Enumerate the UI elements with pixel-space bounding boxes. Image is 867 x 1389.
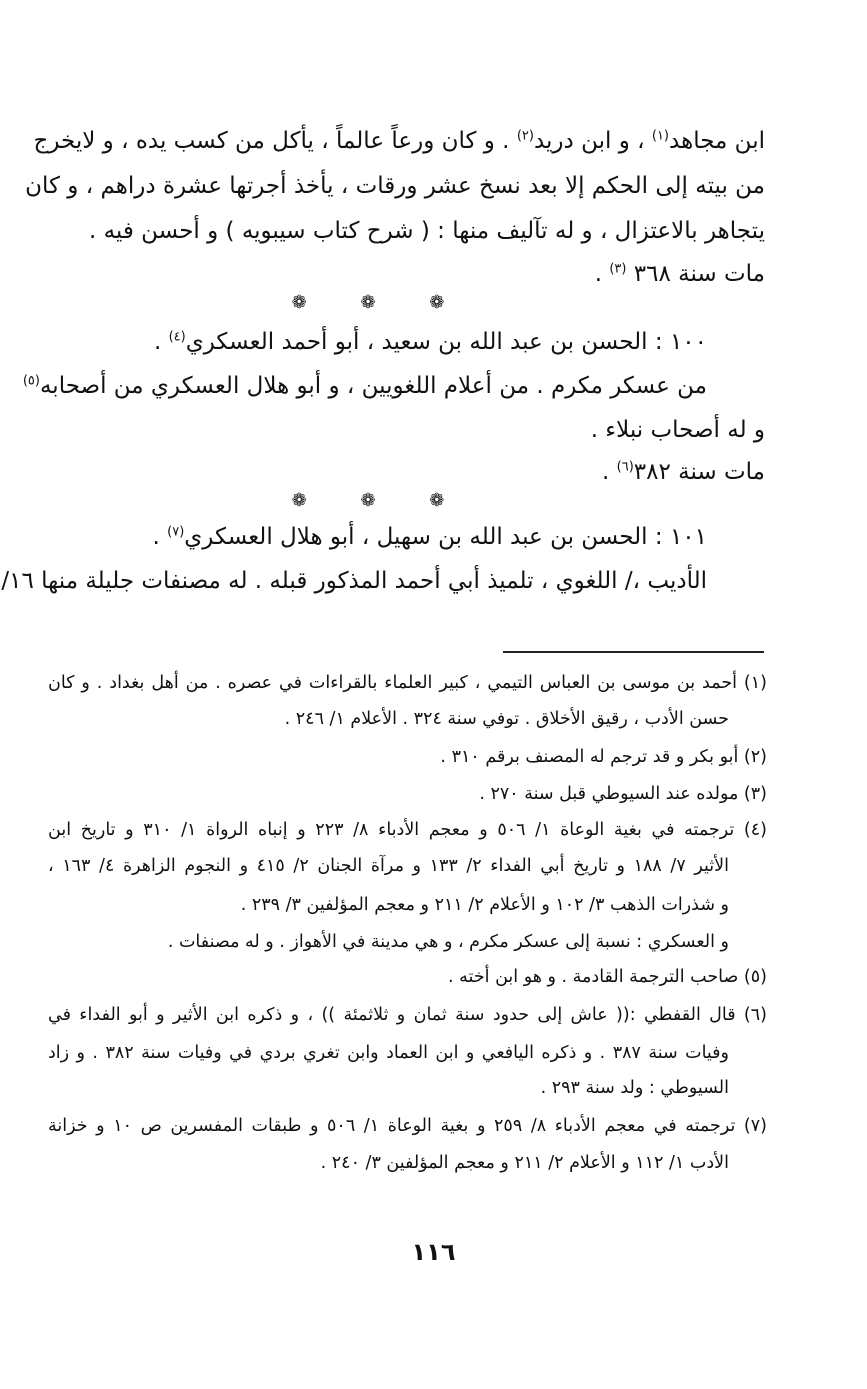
page-number: ١١٦ xyxy=(411,1238,456,1266)
footnote-7-line-1: (٧) ترجمته في معجم الأدباء ٨/ ٢٥٩ و بغية الوعاة ١/ ٥٠٦ و طبقات المفسرين ص ١٠ و خزانة xyxy=(48,1116,767,1136)
section-divider: ❁ ❁ ❁ xyxy=(291,292,469,313)
footnote-ref: (١) xyxy=(651,128,669,144)
text-span: . و كان ورعاً عالماً ، يأكل من كسب يده ، و لايخرج xyxy=(33,128,517,154)
footnote-ref: (٧) xyxy=(167,524,185,540)
footnote-3: (٣) مولده عند السيوطي قبل سنة ٢٧٠ . xyxy=(479,784,767,804)
footnote-ref: (٥) xyxy=(22,373,40,389)
footnote-2: (٢) أبو بكر و قد ترجم له المصنف برقم ٣١٠ . xyxy=(440,747,767,767)
entry-99-line-1 xyxy=(33,126,765,156)
text-span: ١٠١ : الحسن بن عبد الله بن سهيل ، أبو هلال العسكري xyxy=(184,524,707,550)
entry-99-line-2: من بيته إلى الحكم إلا بعد نسخ عشر ورقات ، يأخذ أجرتها عشرة دراهم ، و كان xyxy=(25,173,765,199)
footnote-4-line-3: و شذرات الذهب ٣/ ١٠٢ و الأعلام ٢/ ٢١١ و معجم المؤلفين ٣/ ٢٣٩ . xyxy=(240,895,729,915)
footnote-ref: (٤) xyxy=(168,329,186,345)
text-span: مات سنة ٣٨٢ xyxy=(633,459,765,485)
text-span: ابن مجاهد xyxy=(669,128,765,154)
footnote-ref: (٢) xyxy=(516,128,534,144)
text-span: . xyxy=(594,261,610,287)
text-span: . xyxy=(153,329,169,355)
footnote-6-line-3: السيوطي : ولد سنة ٢٩٣ . xyxy=(540,1078,729,1098)
footnote-5: (٥) صاحب الترجمة القادمة . و هو ابن أخته . xyxy=(448,967,767,987)
entry-100-line-1 xyxy=(22,371,707,401)
entry-99-death xyxy=(48,259,765,289)
entry-100-line-2: و له أصحاب نبلاء . xyxy=(590,417,765,443)
entry-99-line-3: يتجاهر بالاعتزال ، و له تآليف منها : ( شرح كتاب سيبويه ) و أحسن فيه . xyxy=(88,218,765,244)
section-divider: ❁ ❁ ❁ xyxy=(291,490,469,511)
footnote-4-line-4: و العسكري : نسبة إلى عسكر مكرم ، و هي مدينة في الأهواز . و له مصنفات . xyxy=(167,932,729,952)
text-span: ١٠٠ : الحسن بن عبد الله بن سعيد ، أبو أحمد العسكري xyxy=(185,329,707,355)
footnote-ref: (٣) xyxy=(609,261,627,277)
entry-100-title xyxy=(48,327,707,357)
footnote-1-line-1: (١) أحمد بن موسى بن العباس التيمي ، كبير العلماء بالقراءات في عصره . من أهل بغداد . و كان xyxy=(48,673,767,693)
footnote-4-line-1: (٤) ترجمته في بغية الوعاة ١/ ٥٠٦ و معجم الأدباء ٨/ ٢٢٣ و إنباه الرواة ١/ ٣١٠ و تاريخ ابن xyxy=(48,820,767,840)
entry-100-death xyxy=(48,457,765,487)
footnote-ref: (٦) xyxy=(616,459,634,475)
footnote-4-line-2: الأثير ٧/ ١٨٨ و تاريخ أبي الفداء ٢/ ١٣٣ و مرآة الجنان ٢/ ٤١٥ و النجوم الزاهرة ٤/ ١٦٣ ، xyxy=(48,856,729,876)
footnote-6-line-1: (٦) قال القفطي :(( عاش إلى حدود سنة ثمان و ثلاثمئة )) ، و ذكره ابن الأثير و أبو الفداء في xyxy=(48,1005,767,1025)
footnote-divider xyxy=(503,651,764,653)
text-span: مات سنة ٣٦٨ xyxy=(633,261,765,287)
text-span: . xyxy=(602,459,617,485)
separator-ornament xyxy=(0,292,760,316)
footnote-1-line-2: حسن الأدب ، رقيق الأخلاق . توفي سنة ٣٢٤ . الأعلام ١/ ٢٤٦ . xyxy=(284,709,729,729)
separator-ornament xyxy=(0,490,760,514)
entry-101-line-1: الأديب ،/ اللغوي ، تلميذ أبي أحمد المذكور قبله . له مصنفات جليلة منها ١٦/ xyxy=(1,568,707,594)
text-span: من عسكر مكرم . من أعلام اللغويين ، و أبو هلال العسكري من أصحابه xyxy=(39,373,707,399)
footnote-7-line-2: الأدب ١/ ١١٢ و الأعلام ٢/ ٢١١ و معجم المؤلفين ٣/ ٢٤٠ . xyxy=(320,1153,729,1173)
text-span: ، و ابن دريد xyxy=(533,128,652,154)
entry-101-title xyxy=(48,522,707,552)
footnote-6-line-2: وفيات سنة ٣٨٧ . و ذكره اليافعي و ابن العماد وابن تغري بردي في وفيات سنة ٣٨٢ . و زاد xyxy=(48,1043,729,1063)
text-span: . xyxy=(152,524,168,550)
